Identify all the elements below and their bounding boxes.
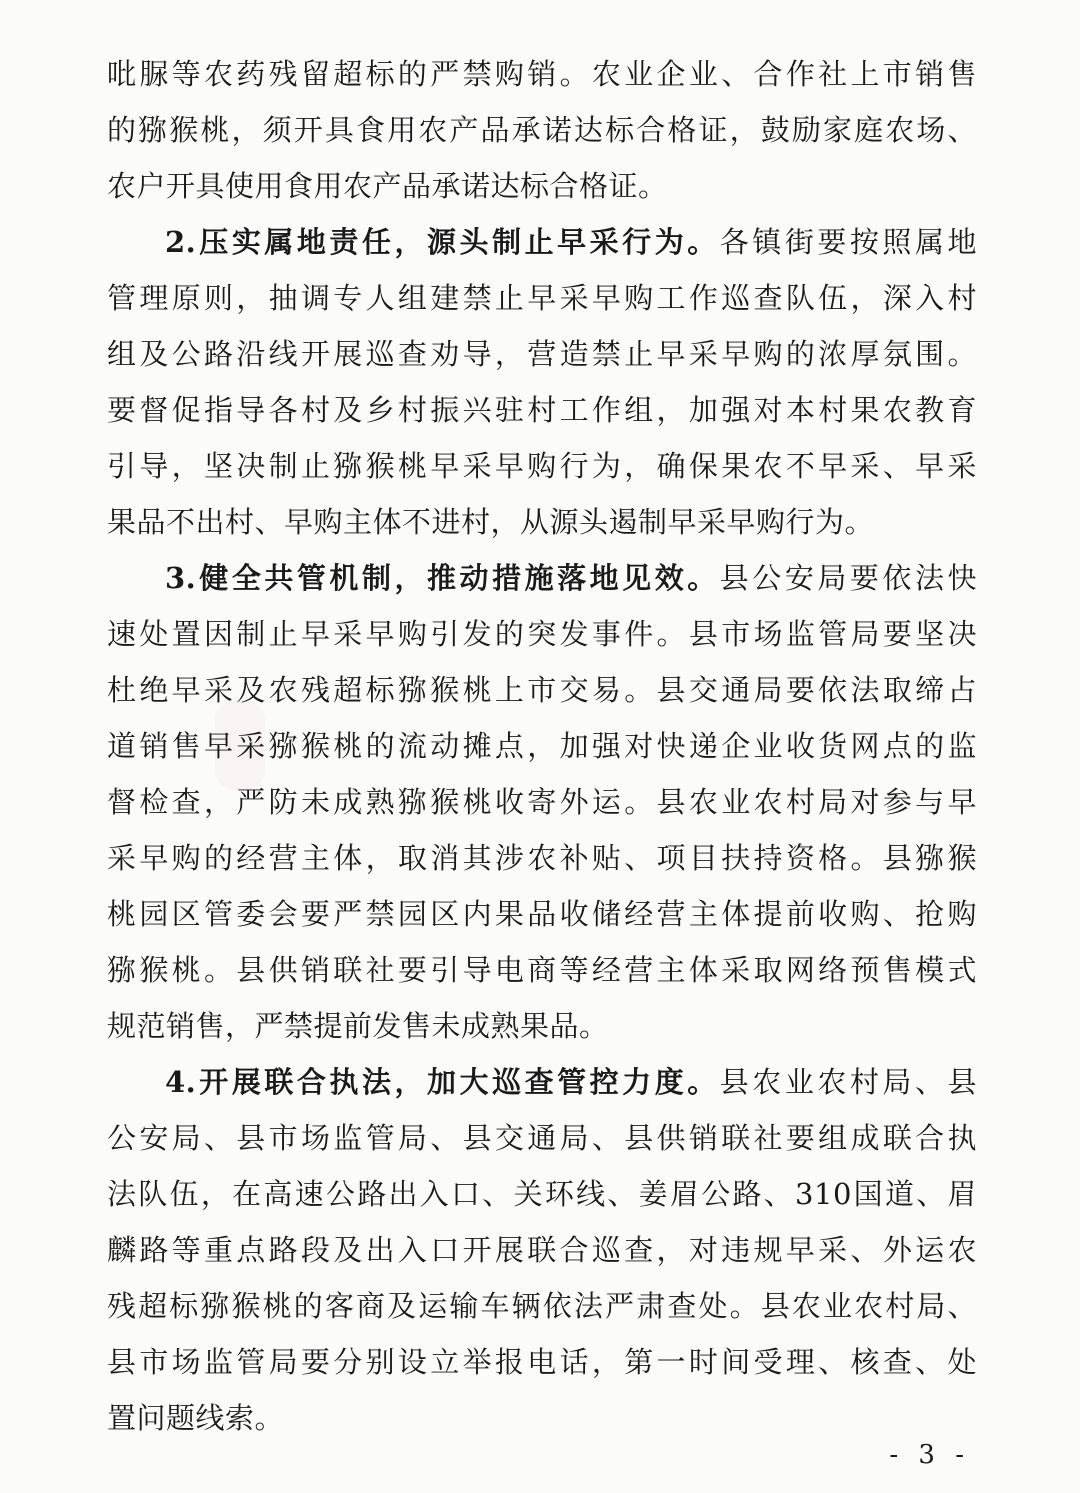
page-number: - 3 - (889, 1440, 970, 1470)
paragraph-2-line-5: 引导，坚决制止猕猴桃早采早购行为，确保果农不早采、早采 (107, 449, 977, 483)
paragraph-4-line-4: 麟路等重点路段及出入口开展联合巡查，对违规早采、外运农 (107, 1233, 977, 1267)
paragraph-2-line-6: 果品不出村、早购主体不进村，从源头遏制早采早购行为。 (107, 505, 875, 539)
paragraph-1-line-2: 的猕猴桃，须开具食用农产品承诺达标合格证，鼓励家庭农场、 (107, 113, 977, 147)
paragraph-2-first-line-rest: 各镇街要按照属地 (719, 225, 977, 259)
paragraph-4-first-line-rest: 县农业农村局、县 (719, 1065, 977, 1099)
paragraph-4-line-5: 残超标猕猴桃的客商及运输车辆依法严肃查处。县农业农村局、 (107, 1289, 977, 1323)
paragraph-2-line-4: 要督促指导各村及乡村振兴驻村工作组，加强对本村果农教育 (107, 393, 977, 427)
paragraph-2-line-1 (165, 222, 977, 262)
paragraph-3-line-1 (165, 558, 977, 598)
paragraph-3-line-8: 猕猴桃。县供销联社要引导电商等经营主体采取网络预售模式 (107, 953, 977, 987)
paragraph-4-line-6: 县市场监管局要分别设立举报电话，第一时间受理、核查、处 (107, 1345, 977, 1379)
paragraph-4-line-2: 公安局、县市场监管局、县交通局、县供销联社要组成联合执 (107, 1121, 977, 1155)
paragraph-1-line-3: 农户开具使用食用农产品承诺达标合格证。 (107, 169, 668, 203)
paragraph-4-line-3: 法队伍，在高速公路出入口、关环线、姜眉公路、310国道、眉 (107, 1177, 977, 1211)
paragraph-3-line-4: 道销售早采猕猴桃的流动摊点，加强对快递企业收货网点的监 (107, 729, 977, 763)
paragraph-3-first-line-rest: 县公安局要依法快 (719, 561, 977, 595)
paragraph-4-line-1 (165, 1062, 977, 1102)
paragraph-4-heading: 4.开展联合执法，加大巡查管控力度。 (165, 1065, 720, 1099)
paragraph-2-line-3: 组及公路沿线开展巡查劝导，营造禁止早采早购的浓厚氛围。 (107, 337, 977, 371)
paragraph-3-heading: 3.健全共管机制，推动措施落地见效。 (165, 561, 720, 595)
paragraph-2-heading: 2.压实属地责任，源头制止早采行为。 (165, 225, 720, 259)
paragraph-3-line-7: 桃园区管委会要严禁园区内果品收储经营主体提前收购、抢购 (107, 897, 977, 931)
paragraph-3-line-9: 规范销售，严禁提前发售未成熟果品。 (107, 1009, 609, 1043)
paragraph-1-line-1: 吡脲等农药残留超标的严禁购销。农业企业、合作社上市销售 (107, 57, 977, 91)
paragraph-3-line-5: 督检查，严防未成熟猕猴桃收寄外运。县农业农村局对参与早 (107, 785, 977, 819)
paragraph-3-line-3: 杜绝早采及农残超标猕猴桃上市交易。县交通局要依法取缔占 (107, 673, 977, 707)
paragraph-4-line-7: 置问题线索。 (107, 1401, 285, 1435)
paragraph-3-line-2: 速处置因制止早采早购引发的突发事件。县市场监管局要坚决 (107, 617, 977, 651)
paragraph-3-line-6: 采早购的经营主体，取消其涉农补贴、项目扶持资格。县猕猴 (107, 841, 977, 875)
paragraph-2-line-2: 管理原则，抽调专人组建禁止早采早购工作巡查队伍，深入村 (107, 281, 977, 315)
